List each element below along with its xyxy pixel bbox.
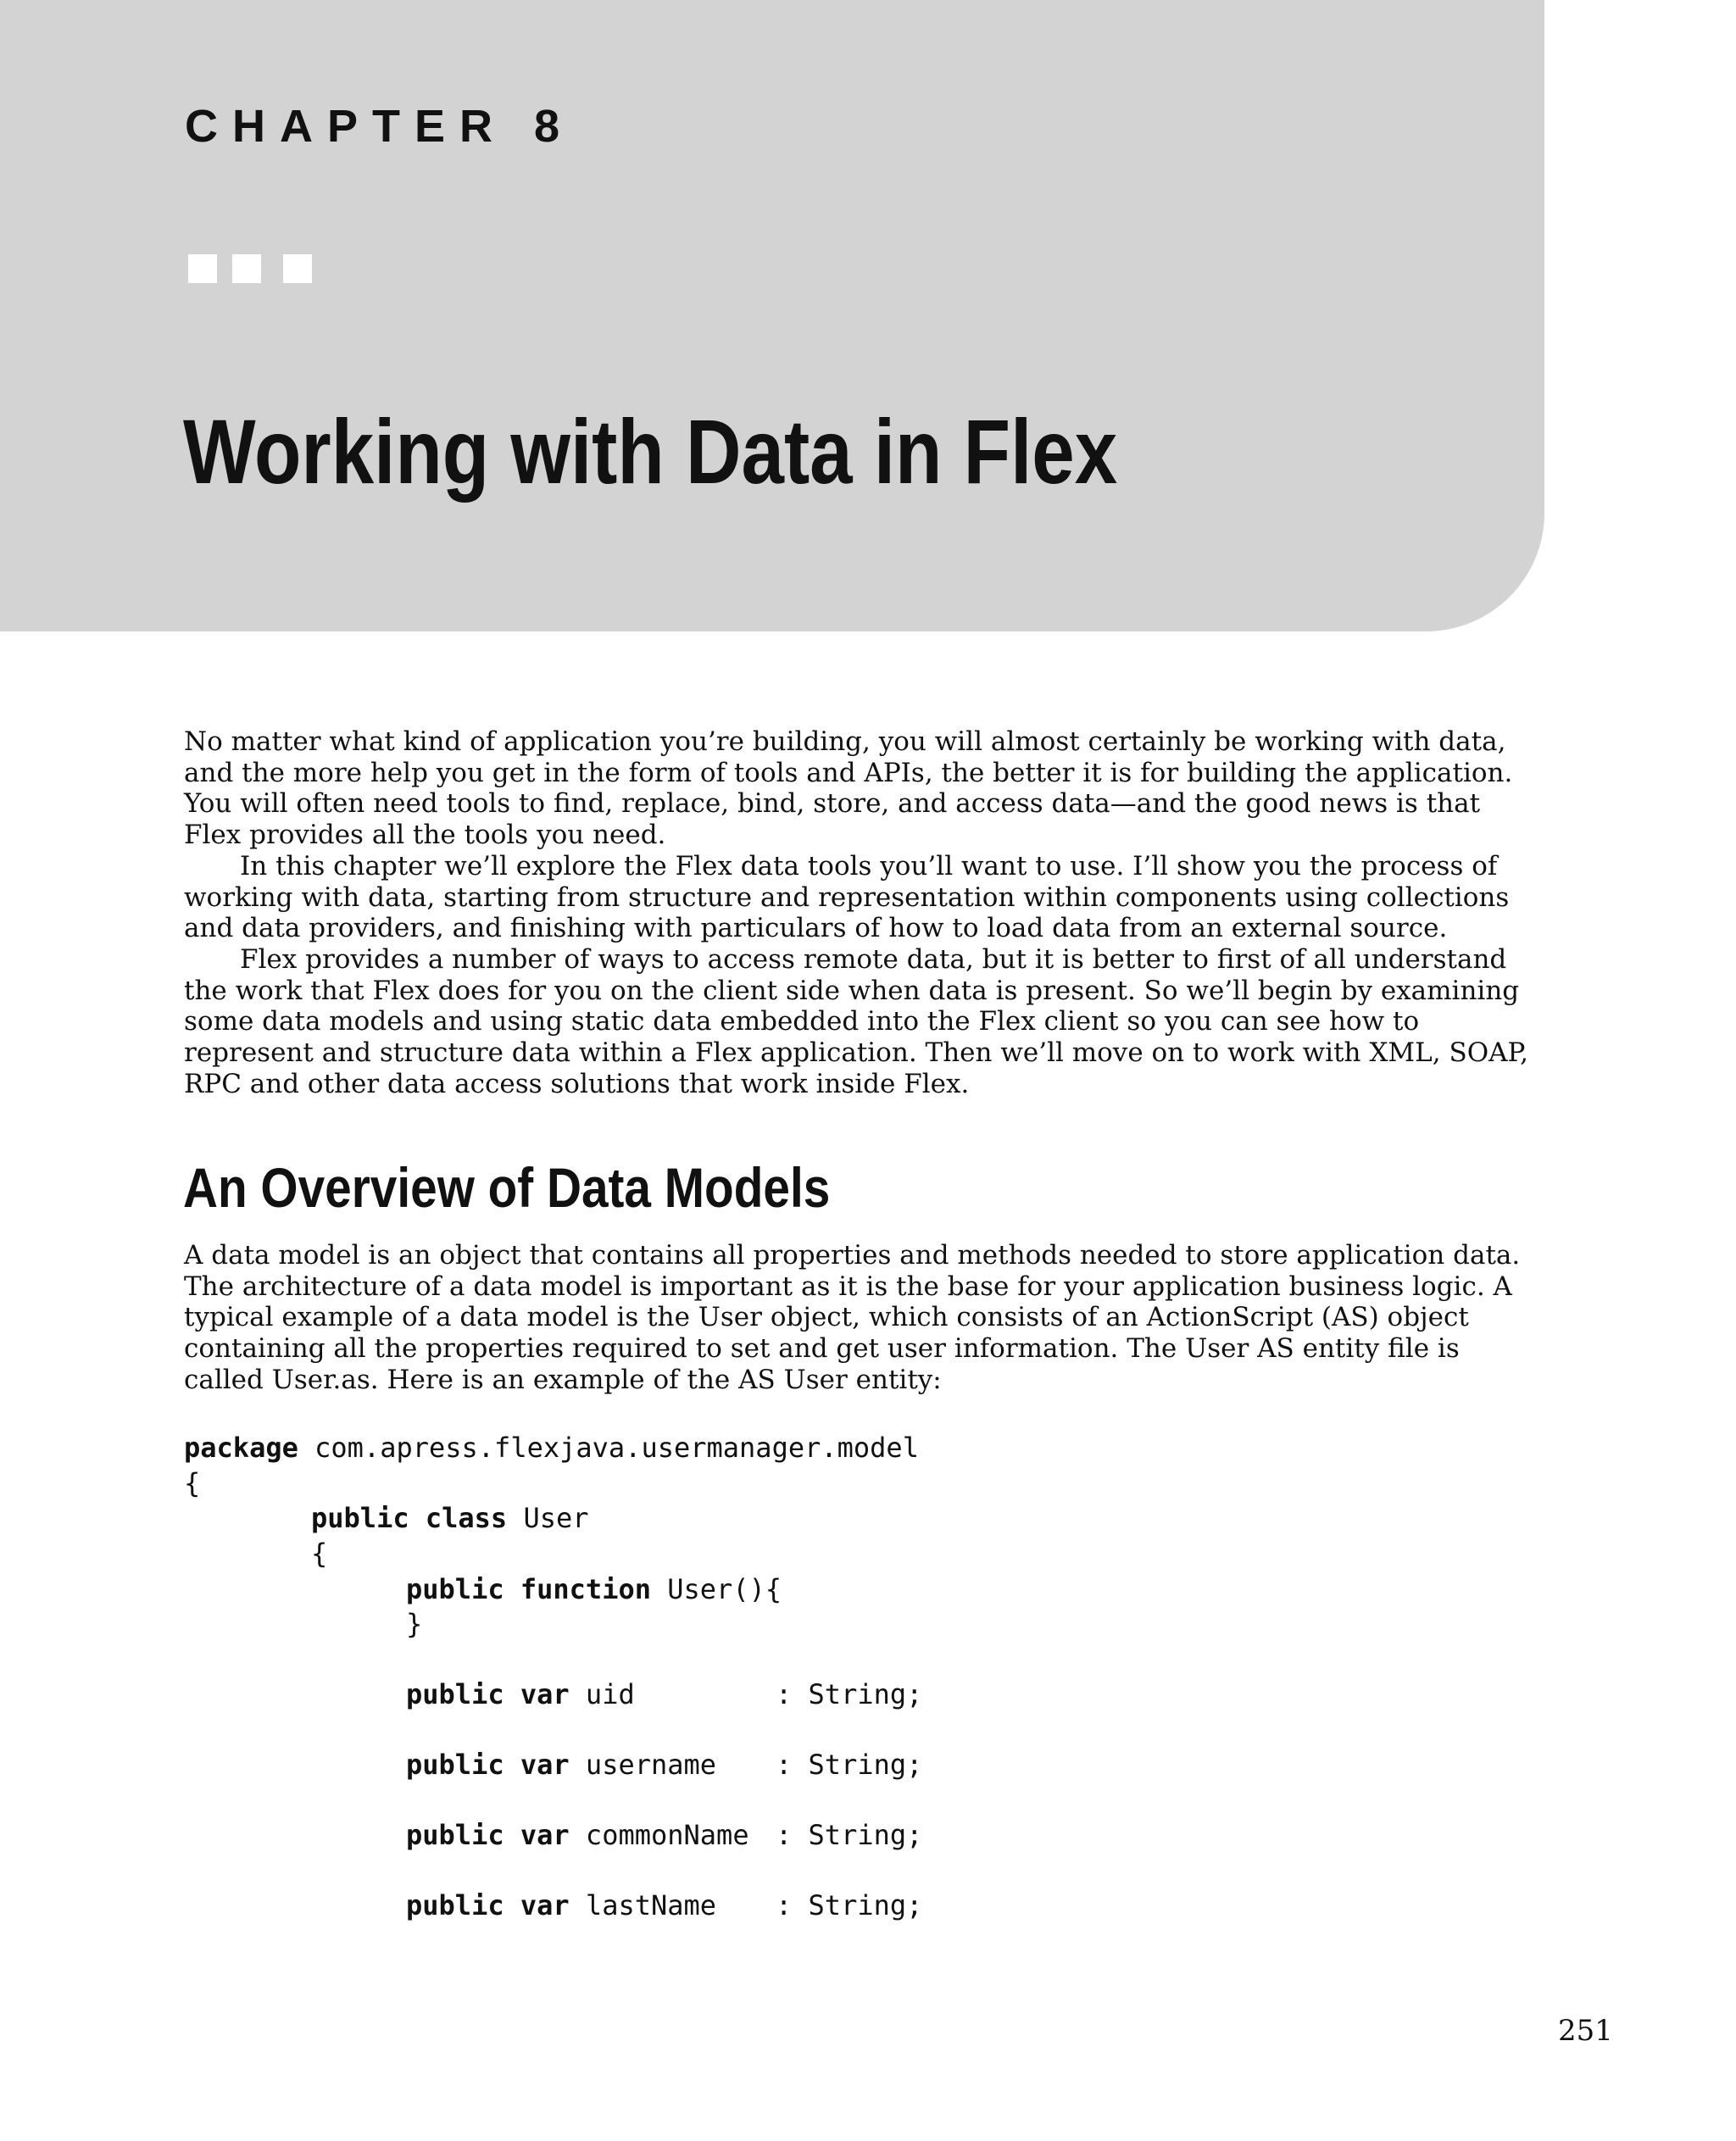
code-field-name: lastName xyxy=(569,1889,717,1921)
code-field-line xyxy=(406,1888,716,1923)
code-keyword: public class xyxy=(311,1502,508,1534)
code-line: } xyxy=(406,1608,423,1640)
chapter-title: Working with Data in Flex xyxy=(183,400,1118,503)
code-keyword: package xyxy=(184,1432,298,1464)
intro-paragraph-3: Flex provides a number of ways to access remote data, but it is better to first of all understand the work that Flex does for you on the client side when data is present. So we’ll begin by examining some data models and using static data embedded into the Flex client so you can see how to represent and structure data within a Flex application. Then we’ll move on to work with XML, SOAP, RPC and other data access solutions that work inside Flex. xyxy=(184,944,1528,1099)
code-field-type: : String; xyxy=(776,1749,923,1781)
code-line xyxy=(184,1430,919,1465)
code-field-type: : String; xyxy=(776,1819,923,1851)
code-line xyxy=(311,1500,589,1536)
code-text: User xyxy=(507,1502,589,1534)
code-keyword: public var xyxy=(406,1749,570,1781)
code-field-line xyxy=(406,1817,749,1853)
chapter-label: CHAPTER 8 xyxy=(185,101,575,152)
code-keyword: public var xyxy=(406,1889,570,1921)
intro-paragraph-1: No matter what kind of application you’re building, you will almost certainly be working with data, and the more help you get in the form of tools and APIs, the better it is for building the application. You will often need tools to find, replace, bind, store, and access data—and the good news is that Flex provides all the tools you need. xyxy=(184,726,1513,851)
code-field-line xyxy=(406,1747,716,1782)
section-heading: An Overview of Data Models xyxy=(183,1156,831,1219)
code-field-name: username xyxy=(569,1749,717,1781)
code-keyword: public function xyxy=(406,1573,651,1605)
code-line: { xyxy=(311,1538,328,1570)
code-field-name: uid xyxy=(569,1678,635,1710)
section-paragraph: A data model is an object that contains all properties and methods needed to store application data. The architecture of a data model is important as it is the base for your application business logic. A typical example of a data model is the User object, which consists of an ActionScript (AS) object containing all the properties required to set and get user information. The User AS entity file is called User.as. Here is an example of the AS User entity: xyxy=(184,1240,1521,1395)
code-field-name: commonName xyxy=(569,1819,749,1851)
code-field-type: : String; xyxy=(776,1889,923,1921)
code-line: { xyxy=(184,1467,201,1499)
ornament-square-icon xyxy=(283,254,312,283)
code-line xyxy=(406,1571,782,1607)
chapter-header-band xyxy=(0,0,1544,631)
code-text: com.apress.flexjava.usermanager.model xyxy=(298,1432,919,1464)
code-field-type: : String; xyxy=(776,1678,923,1710)
ornament-square-icon xyxy=(188,254,217,283)
ornament-square-icon xyxy=(232,254,261,283)
intro-paragraph-2: In this chapter we’ll explore the Flex data tools you’ll want to use. I’ll show you the process of working with data, starting from structure and representation within components using collections and data providers, and finishing with particulars of how to load data from an external source. xyxy=(184,851,1510,944)
page-number: 251 xyxy=(1558,2014,1613,2048)
code-text: User(){ xyxy=(650,1573,782,1605)
code-field-line xyxy=(406,1677,635,1712)
code-keyword: public var xyxy=(406,1678,570,1710)
code-keyword: public var xyxy=(406,1819,570,1851)
